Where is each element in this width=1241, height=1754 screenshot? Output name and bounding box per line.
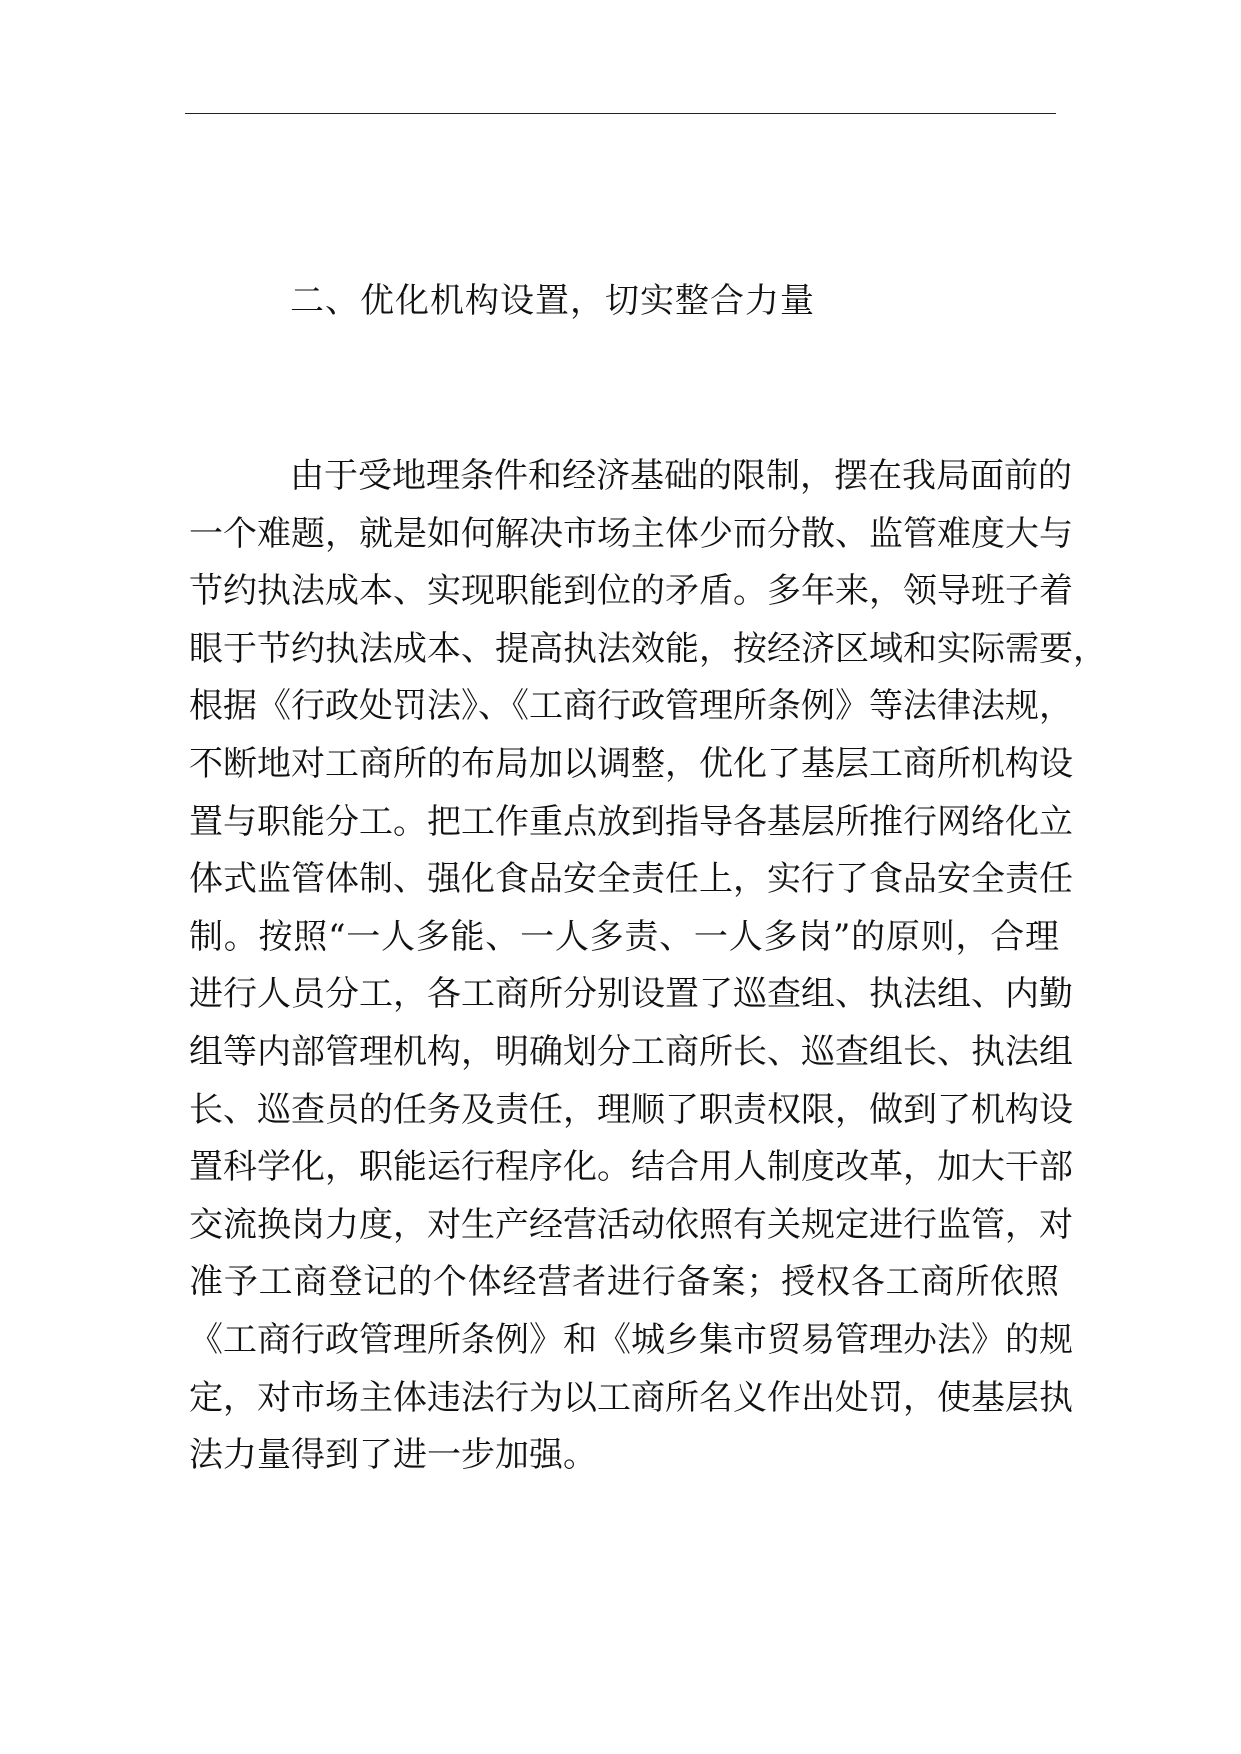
paragraph-line: 组等内部管理机构，明确划分工商所长、巡查组长、执法组 xyxy=(189,1031,1073,1072)
paragraph-line: 根据《行政处罚法》、《工商行政管理所条例》等法律法规， xyxy=(189,686,1073,727)
paragraph-line: 节约执法成本、实现职能到位的矛盾。多年来，领导班子着 xyxy=(189,571,1073,612)
paragraph-line: 《工商行政管理所条例》和《城乡集市贸易管理办法》的规 xyxy=(189,1319,1073,1360)
paragraph-line: 进行人员分工，各工商所分别设置了巡查组、执法组、内勤 xyxy=(189,974,1073,1015)
paragraph-line: 体式监管体制、强化食品安全责任上，实行了食品安全责任 xyxy=(189,859,1073,900)
paragraph-line: 法力量得到了进一步加强。 xyxy=(189,1435,597,1476)
header-rule xyxy=(185,113,1056,114)
paragraph-line: 准予工商登记的个体经营者进行备案；授权各工商所依照 xyxy=(189,1262,1059,1303)
paragraph-line: 一个难题，就是如何解决市场主体少而分散、监管难度大与 xyxy=(189,513,1073,554)
paragraph-line: 不断地对工商所的布局加以调整，优化了基层工商所机构设 xyxy=(189,743,1073,784)
body-paragraph xyxy=(189,448,1107,1485)
paragraph-line: 置与职能分工。把工作重点放到指导各基层所推行网络化立 xyxy=(189,801,1073,842)
section-heading: 二、优化机构设置，切实整合力量 xyxy=(290,281,815,321)
paragraph-line: 制。按照“一人多能、一人多责、一人多岗”的原则，合理 xyxy=(189,916,1059,957)
paragraph-line: 交流换岗力度，对生产经营活动依照有关规定进行监管，对 xyxy=(189,1204,1073,1245)
paragraph-line: 置科学化，职能运行程序化。结合用人制度改革，加大干部 xyxy=(189,1147,1073,1188)
paragraph-line: 长、巡查员的任务及责任，理顺了职责权限，做到了机构设 xyxy=(189,1089,1073,1130)
paragraph-line: 由于受地理条件和经济基础的限制，摆在我局面前的 xyxy=(290,456,1072,496)
paragraph-line: 眼于节约执法成本、提高执法效能，按经济区域和实际需要， xyxy=(189,628,1107,669)
paragraph-line: 定，对市场主体违法行为以工商所名义作出处罚，使基层执 xyxy=(189,1377,1073,1418)
